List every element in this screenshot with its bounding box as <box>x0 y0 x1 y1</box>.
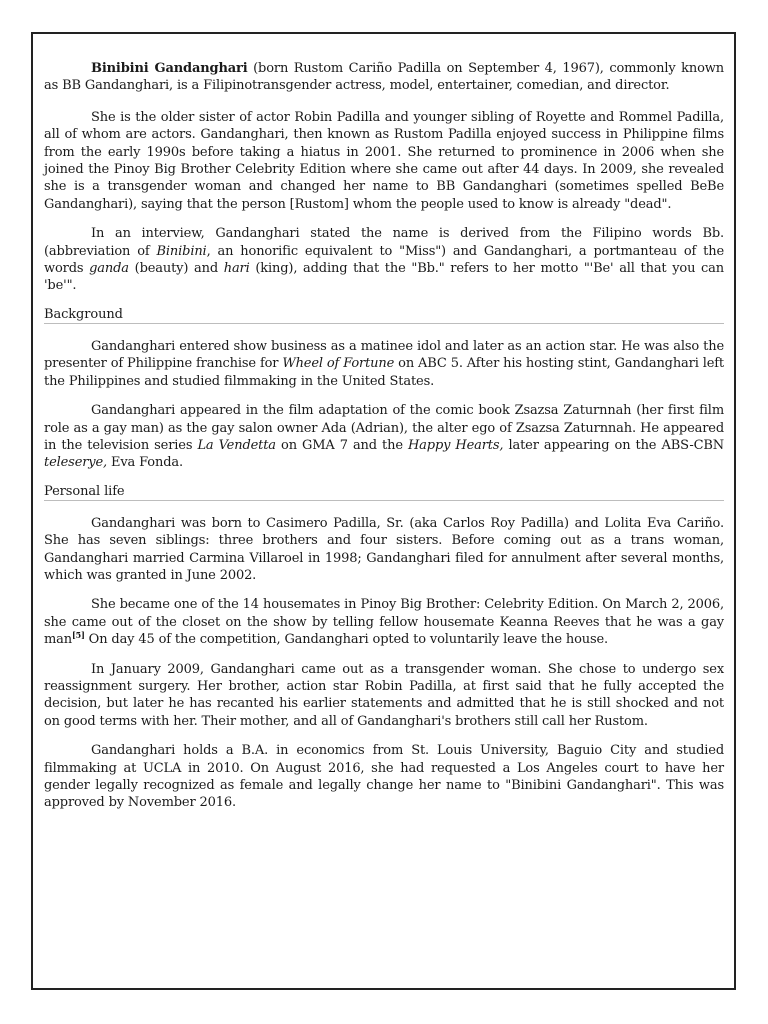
personal-paragraph-4: Gandanghari holds a B.A. in economics from St. Louis University, Baguio City and studied filmmaking at UCLA in 2010. On August 2016, she had requested a Los Angeles court to have her gender legally recognized as female and legally change her name to "Binibini Gandanghari". This was approved by November 2016. <box>44 743 724 811</box>
background-paragraph-2 <box>44 402 724 472</box>
text-run: On day 45 of the competition, Gandanghari opted to voluntarily leave the house. <box>84 632 609 648</box>
text-run: later appearing on the ABS-CBN <box>503 437 724 453</box>
section-heading-background: Background <box>44 307 724 324</box>
section-heading-personal-life: Personal life <box>44 484 724 501</box>
text-run: Gandanghari entered show business as a matinee idol and later as an action star. He was also the presenter of Philippine franchise for <box>44 338 724 372</box>
italic-term: Binibini <box>156 243 207 259</box>
personal-paragraph-2 <box>44 596 724 648</box>
italic-title: Happy Hearts, <box>407 437 504 453</box>
intro-paragraph-3 <box>44 225 724 295</box>
personal-paragraph-1: Gandanghari was born to Casimero Padilla, Sr. (aka Carlos Roy Padilla) and Lolita Eva Cariño. She has seven siblings: three brothers and four sisters. Before coming out as a trans woman, Gandanghari married Carmina Villaroel in 1998; Gandanghari filed for annulment after several months, which was granted in June 2002. <box>44 515 724 583</box>
personal-paragraph-3: In January 2009, Gandanghari came out as a transgender woman. She chose to undergo sex reassignment surgery. Her brother, action star Robin Padilla, at first said that he fully accepted the decision, but later he has recanted his earlier statements and admitted that he is still shocked and not on good terms with her. Their mother, and all of Gandanghari's brothers still call her Rustom. <box>44 661 724 729</box>
text-run: In an interview, Gandanghari stated the name is derived from the Filipino words Bb. (abbreviation of <box>44 226 724 259</box>
background-paragraph-1 <box>44 338 724 390</box>
text-run: Gandanghari appeared in the film adaptation of the comic book Zsazsa Zaturnnah (her first film role as a gay man) as the gay salon owner Ada (Adrian), the alter ego of Zsazsa Zaturnnah. He appeared in the television series <box>44 403 724 453</box>
text-run: (king), adding that the "Bb." refers to her motto "'Be' all that you can 'be'". <box>44 261 724 294</box>
italic-term: hari <box>223 261 250 277</box>
text-run: on GMA 7 and the <box>275 437 408 453</box>
italic-title: La Vendetta <box>197 437 276 453</box>
subject-name: Binibini Gandanghari <box>91 61 248 76</box>
text-run: Eva Fonda. <box>107 455 183 471</box>
text-run: on ABC 5. After his hosting stint, Gandanghari left the Philippines and studied filmmaking in the United States. <box>44 356 725 389</box>
document-body <box>44 60 724 824</box>
citation-link[interactable]: [5] <box>72 630 85 641</box>
intro-text: (born Rustom Cariño Padilla on September 4, 1967), commonly known as BB Gandanghari, is a Filipinotransgender actress, model, entertainer, comedian, and director. <box>44 61 724 94</box>
italic-term: ganda <box>89 261 129 277</box>
text-run: She became one of the 14 housemates in Pinoy Big Brother: Celebrity Edition. On March 2, 2006, she came out of the closet on the show by telling fellow housemate Keanna Reeves that he was a gay man <box>44 597 724 648</box>
italic-term: teleserye, <box>44 455 108 471</box>
intro-paragraph-1 <box>44 60 724 95</box>
intro-paragraph-2: She is the older sister of actor Robin Padilla and younger sibling of Royette and Rommel Padilla, all of whom are actors. Gandanghari, then known as Rustom Padilla enjoyed success in Philippine films from the early 1990s before taking a hiatus in 2001. She returned to prominence in 2006 when she joined the Pinoy Big Brother Celebrity Edition where she came out after 44 days. In 2009, she revealed she is a transgender woman and changed her name to BB Gandanghari (sometimes spelled BeBe Gandanghari), saying that the person [Rustom] whom the people used to know is already "dead". <box>44 109 724 212</box>
text-run: (beauty) and <box>128 261 224 277</box>
italic-title: Wheel of Fortune <box>282 356 395 372</box>
text-run: , an honorific equivalent to "Miss") and Gandanghari, a portmanteau of the words <box>44 243 725 277</box>
